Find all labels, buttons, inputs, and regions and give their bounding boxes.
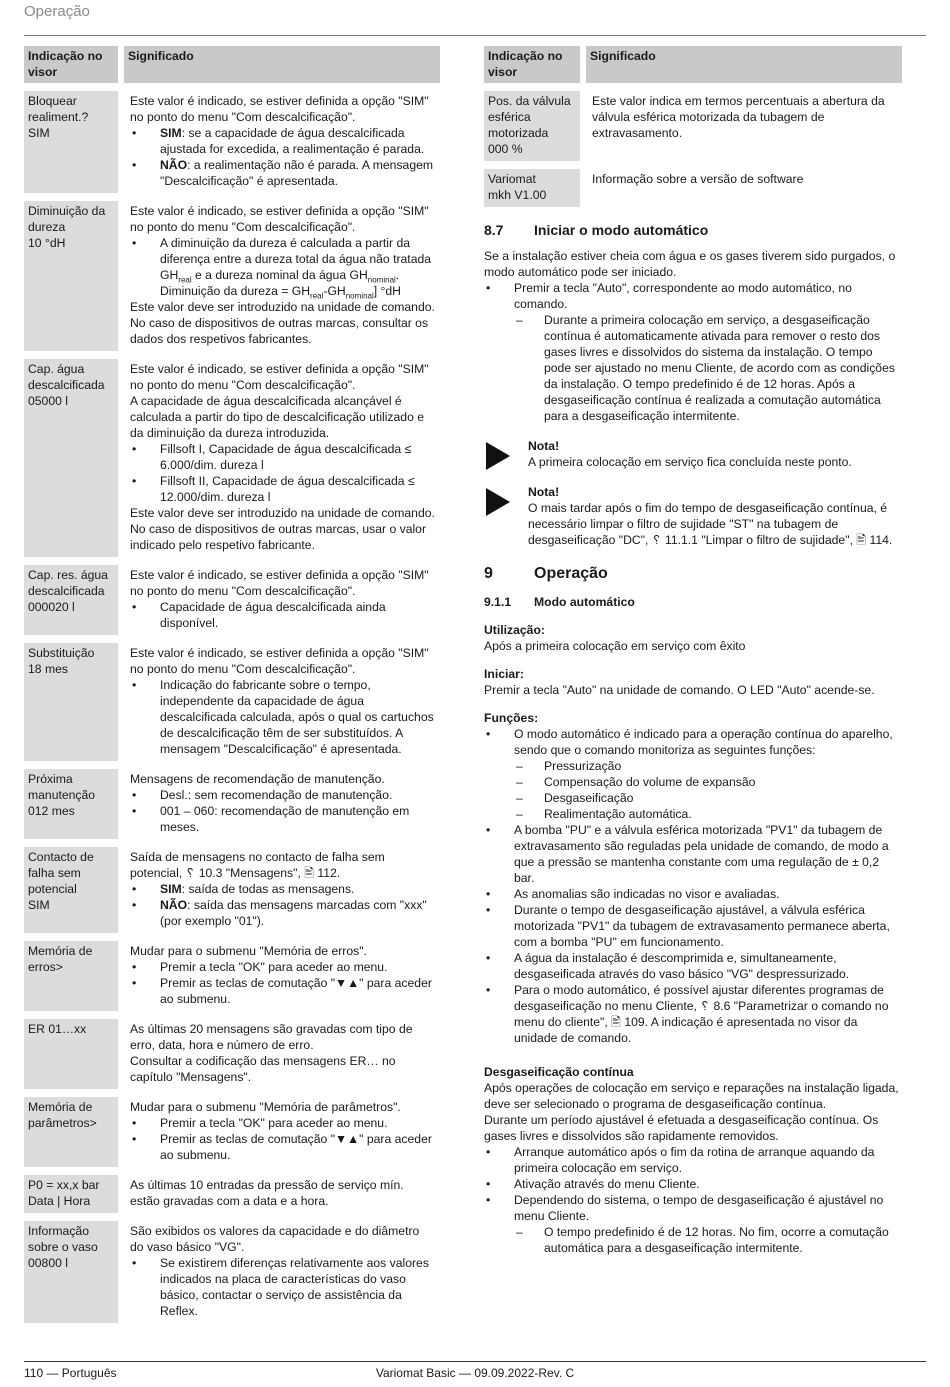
display-indication: [24, 201, 118, 351]
display-indication: [24, 1175, 118, 1213]
table-row: [24, 565, 440, 635]
list-item-text: : a realimentação não é parada. A mensagem "Descalcificação" é apresentada.: [160, 158, 434, 188]
subsection-number: 9.1.1: [484, 595, 512, 609]
list-item: [130, 157, 436, 189]
meaning-text: Mensagens de recomendação de manutenção.: [130, 772, 385, 786]
meaning-text: A capacidade de água descalcificada alcançável é calculada a partir do tipo de descalcificação utilizado e da diminuição da dureza introduzida.: [130, 394, 425, 440]
column-header-display: Indicação no visor: [24, 46, 118, 83]
indication-line: SIM: [28, 126, 50, 140]
meaning-text: Saída de mensagens no contacto de falha sem potencial, ␦ 10.3 "Mensagens", 🖹 112.: [130, 850, 385, 880]
functions-list: [484, 726, 902, 1046]
formula-text: .: [395, 268, 400, 282]
bullet-list: [130, 599, 436, 631]
indication-line: Cap. res. água descalcificada: [28, 568, 108, 598]
list-item-text: Fillsoft II, Capacidade de água descalcificada ≤ 12.000/dim. dureza l: [160, 474, 415, 504]
bullet-list: [130, 959, 436, 1007]
chapter-number: 9: [484, 565, 493, 582]
right-table: [484, 38, 902, 215]
document-title: Variomat Basic — 09.09.2022-Rev. C: [375, 1366, 575, 1380]
list-item-text: Indicação do fabricante sobre o tempo, independente da capacidade de água descalcificada calculada, após o qual os cartuchos de descalcificação têm de ser substituídos. A mensagem "Descalcificação" é apresentada.: [160, 678, 434, 756]
table-row: [484, 91, 902, 161]
meaning-cell: [124, 1175, 440, 1213]
list-item-text: : se a capacidade de água descalcificada ajustada for excedida, a realimentação é parada.: [160, 126, 425, 156]
right-table-header: [484, 46, 902, 83]
subsection-title: Modo automático: [534, 595, 635, 609]
list-item: • Para o modo automático, é possível ajustar diferentes programas de desgaseificação no menu Cliente, ␦ 8.6 "Parametrizar o comando no menu do cliente", 🖹 109. A indicação é apresentada no visor da unidade de comando.: [484, 982, 902, 1046]
display-indication: [24, 643, 118, 761]
meaning-cell: [124, 359, 440, 557]
list-item: [130, 959, 436, 975]
display-indication: [24, 359, 118, 557]
meaning-cell: [124, 91, 440, 193]
bullet-list: [130, 1255, 436, 1319]
list-item: – Realimentação automática.: [514, 806, 902, 822]
left-table-header: [24, 46, 440, 83]
bullet-list: [130, 881, 436, 929]
list-item: – Durante a primeira colocação em serviço, a desgaseificação contínua é automaticamente ativada para remover o resto dos gases livres e dissolvidos do sistema da instalação. O tempo pode ser ajustado no menu Cliente, de acordo com as condições da instalação. O tempo predefinido é de 12 horas. Após a desgaseificação contínua é realizada a comutação automática para a desgaseificação intermitente.: [514, 312, 902, 424]
meaning-text: Mudar para o submenu "Memória de parâmetros".: [130, 1100, 401, 1114]
meaning-cell: [124, 565, 440, 635]
list-item-text: 001 – 060: recomendação de manutenção em meses.: [160, 804, 410, 834]
list-item-text: Desl.: sem recomendação de manutenção.: [160, 788, 393, 802]
table-row: [24, 359, 440, 557]
meaning-cell: Este valor indica em termos percentuais a abertura da válvula esférica motorizada da tubagem de extravasamento.: [592, 94, 885, 140]
indication-line: Memória de parâmetros>: [28, 1100, 97, 1130]
list-item: [130, 975, 436, 1007]
meaning-cell: Informação sobre a versão de software: [592, 172, 804, 186]
indication-line: 000 %: [488, 142, 523, 156]
formula-text: -GH: [323, 284, 346, 298]
table-row: [24, 201, 440, 351]
option-value: NÃO: [160, 158, 188, 172]
note-box: [484, 438, 902, 470]
meaning-text: Este valor é indicado, se estiver definida a opção "SIM" no ponto do menu "Com descalcificação".: [130, 204, 429, 234]
formula-text: Diminuição da dureza = GH: [160, 284, 311, 298]
indication-line: 000020 l: [28, 600, 75, 614]
table-row: [24, 1175, 440, 1213]
list-item: • Premir a tecla "Auto", correspondente ao modo automático, no comando. – Durante a primeira colocação em serviço, a desgaseificação contínua é automaticamente ativada para remover o resto dos gases livres e dissolvidos do sistema da instalação. O tempo pode ser ajustado no menu Cliente, de acordo com as condições da instalação. O tempo predefinido é de 12 horas. Após a desgaseificação contínua é realizada a comutação automática para a desgaseificação intermitente.: [484, 280, 902, 424]
list-item-text: Premir a tecla "OK" para aceder ao menu.: [160, 1116, 388, 1130]
note-title: Nota!: [528, 439, 560, 453]
meaning-text: Este valor é indicado, se estiver definida a opção "SIM" no ponto do menu "Com descalcificação".: [130, 568, 429, 598]
list-item: • Arranque automático após o fim da rotina de arranque aquando da primeira colocação em serviço.: [484, 1144, 902, 1176]
indication-line: Pos. da válvula esférica motorizada: [488, 94, 571, 140]
display-indication: [24, 1019, 118, 1089]
list-item: – Desgaseificação: [514, 790, 902, 806]
list-item: • A água da instalação é descomprimida e, simultaneamente, desgaseificada através do vaso básico "VG" despressurizado.: [484, 950, 902, 982]
page-number: 110 — Português: [24, 1366, 117, 1380]
list-item: • A bomba "PU" e a válvula esférica motorizada "PV1" da tubagem de extravasamento são reguladas pela unidade de comando, de modo a que a pressão se mantenha constante com uma regulação de ± 0,2 bar.: [484, 822, 902, 886]
indication-line: Contacto de falha sem potencial: [28, 850, 94, 896]
display-indication: [24, 941, 118, 1011]
list-item: [130, 897, 436, 929]
display-indication: [24, 769, 118, 839]
table-row: [24, 769, 440, 839]
list-item: [130, 787, 436, 803]
dash-list: [514, 312, 902, 424]
usage-label: Utilização:: [484, 623, 545, 637]
continuous-list: [484, 1144, 902, 1256]
note-text: A primeira colocação em serviço fica concluída neste ponto.: [528, 455, 852, 469]
display-indication: [24, 91, 118, 193]
display-indication: [24, 1097, 118, 1167]
display-indication: [484, 169, 580, 207]
table-row: [24, 941, 440, 1011]
column-header-meaning: Significado: [586, 46, 902, 83]
list-item: [130, 803, 436, 835]
header-rule: [24, 35, 926, 36]
indication-line: Bloquear realiment.?: [28, 94, 89, 124]
meaning-text: Este valor é indicado, se estiver definida a opção "SIM" no ponto do menu "Com descalcificação".: [130, 94, 429, 124]
note-box: [484, 484, 902, 548]
list-item: [130, 881, 436, 897]
paragraph: Durante um período ajustável é efetuada a desgaseificação contínua. Os gases livres e dissolvidos são rapidamente removidos.: [484, 1113, 879, 1143]
list-item: • Ativação através do menu Cliente.: [484, 1176, 902, 1192]
subsection-heading: [484, 594, 902, 610]
meaning-cell: [124, 1019, 440, 1089]
list-item-text: Se existirem diferenças relativamente aos valores indicados na placa de características do vaso básico, contactar o serviço de assistência da Reflex.: [160, 1256, 429, 1318]
list-item: [130, 599, 436, 631]
meaning-cell: [124, 769, 440, 839]
formula-text: ] °dH: [373, 284, 401, 298]
dash-list: [514, 758, 902, 822]
list-item-text: : saída das mensagens marcadas com "xxx" (por exemplo "01").: [160, 898, 427, 928]
meaning-text: Este valor deve ser introduzido na unidade de comando. No caso de dispositivos de outras marcas, consultar os dados dos respetivos fabricantes.: [130, 300, 435, 346]
table-row: [24, 847, 440, 933]
meaning-cell: [124, 643, 440, 761]
list-item: – Pressurização: [514, 758, 902, 774]
list-item: [130, 1115, 436, 1131]
list-item: [130, 235, 436, 299]
indication-line: 00800 l: [28, 1256, 68, 1270]
meaning-cell: [124, 847, 440, 933]
indication-line: P0 = xx,x bar: [28, 1178, 100, 1192]
section-8-7: [484, 222, 902, 1256]
indication-line: SIM: [28, 898, 50, 912]
section-heading: [484, 222, 902, 238]
bullet-list: [130, 235, 436, 299]
bullet-list: [130, 677, 436, 757]
list-item: [130, 1255, 436, 1319]
indication-line: Cap. água descalcificada: [28, 362, 105, 392]
note-title: Nota!: [528, 485, 560, 499]
list-item: [130, 1131, 436, 1163]
bullet-list: [130, 1115, 436, 1163]
section-intro: Se a instalação estiver cheia com água e os gases tiverem sido purgados, o modo automático pode ser iniciado.: [484, 249, 896, 279]
meaning-cell: [124, 1221, 440, 1323]
list-item-text: : saída de todas as mensagens.: [181, 882, 355, 896]
list-item-text: Premir as teclas de comutação "▼▲" para aceder ao submenu.: [160, 976, 432, 1006]
meaning-text: Este valor é indicado, se estiver definida a opção "SIM" no ponto do menu "Com descalcificação".: [130, 362, 429, 392]
list-item: • Dependendo do sistema, o tempo de desgaseificação é ajustável no menu Cliente. – O tempo predefinido é de 12 horas. No fim, ocorre a comutação automática para a desgaseificação intermitente.: [484, 1192, 902, 1256]
list-item-text: Premir as teclas de comutação "▼▲" para aceder ao submenu.: [160, 1132, 432, 1162]
indication-line: Variomat: [488, 172, 536, 186]
bullet-list: [130, 441, 436, 505]
list-item-text: Capacidade de água descalcificada ainda disponível.: [160, 600, 386, 630]
note-arrow-icon: [486, 442, 510, 470]
functions-label: Funções:: [484, 711, 539, 725]
list-item: [130, 441, 436, 473]
column-header-display: Indicação no visor: [484, 46, 580, 83]
note-arrow-icon: [486, 488, 510, 516]
meaning-text: Mudar para o submenu "Memória de erros".: [130, 944, 367, 958]
list-item: [130, 125, 436, 157]
list-item: • As anomalias são indicadas no visor e avaliadas.: [484, 886, 902, 902]
subscript-text: real: [310, 291, 324, 301]
chapter-title: Operação: [534, 565, 608, 582]
formula-text: A diminuição da dureza é calculada a partir da diferença entre a dureza total da água não tratada GH: [160, 236, 432, 282]
subscript-text: nominal: [367, 275, 396, 285]
indication-line: Informação sobre o vaso: [28, 1224, 98, 1254]
meaning-text: Este valor é indicado, se estiver definida a opção "SIM" no ponto do menu "Com descalcificação".: [130, 646, 429, 676]
list-item: [130, 677, 436, 757]
subscript-text: real: [178, 275, 192, 285]
formula-text: e a dureza nominal da água GH: [191, 268, 368, 282]
list-item-text: Fillsoft I, Capacidade de água descalcificada ≤ 6.000/dim. dureza l: [160, 442, 412, 472]
section-title: Iniciar o modo automático: [534, 222, 709, 238]
list-item: [130, 473, 436, 505]
table-row: [484, 169, 902, 207]
indication-line: Data | Hora: [28, 1194, 91, 1208]
dash-list: [514, 1224, 902, 1256]
meaning-cell: [124, 201, 440, 351]
left-table: [24, 38, 440, 1331]
footer-rule: [24, 1361, 926, 1362]
display-indication: [24, 1221, 118, 1323]
usage-text: Após a primeira colocação em serviço com êxito: [484, 639, 746, 653]
list-item: – O tempo predefinido é de 12 horas. No fim, ocorre a comutação automática para a desgaseificação intermitente.: [514, 1224, 902, 1256]
table-row: [24, 1019, 440, 1089]
indication-line: mkh V1.00: [488, 188, 547, 202]
subscript-text: nominal: [345, 291, 374, 301]
table-row: [24, 643, 440, 761]
chapter-heading: [484, 566, 902, 582]
continuous-degassing-label: Desgaseificação contínua: [484, 1065, 634, 1079]
indication-line: Memória de erros>: [28, 944, 93, 974]
list-item: • Durante o tempo de desgaseificação ajustável, a válvula esférica motorizada "PV1" da tubagem de extravasamento permanece aberta, com a bomba "PU" em funcionamento.: [484, 902, 902, 950]
meaning-text: As últimas 20 mensagens são gravadas com tipo de erro, data, hora e número de erro.: [130, 1022, 413, 1052]
bullet-list: [130, 787, 436, 835]
start-text: Premir a tecla "Auto" na unidade de comando. O LED "Auto" acende-se.: [484, 683, 875, 697]
display-indication: [24, 565, 118, 635]
indication-line: Substituição: [28, 646, 95, 660]
meaning-text: Este valor deve ser introduzido na unidade de comando. No caso de dispositivos de outras marcas, usar o valor indicado pelo respetivo fabricante.: [130, 506, 435, 552]
list-item: – Compensação do volume de expansão: [514, 774, 902, 790]
meaning-cell: [124, 1097, 440, 1167]
indication-line: 012 mes: [28, 804, 75, 818]
note-text: O mais tardar após o fim do tempo de desgaseificação contínua, é necessário limpar o filtro de sujidade "ST" na tubagem de desgaseificação "DC", ␦ 11.1.1 "Limpar o filtro de sujidade", 🖹 114.: [528, 501, 893, 547]
paragraph: Após operações de colocação em serviço e reparações na instalação ligada, deve ser selecionado o programa de desgaseificação contínua.: [484, 1081, 899, 1111]
bullet-list: [484, 280, 902, 424]
indication-line: Próxima manutenção: [28, 772, 96, 802]
table-row: [24, 1221, 440, 1323]
indication-line: 18 mes: [28, 662, 68, 676]
table-row: [24, 91, 440, 193]
indication-line: Diminuição da dureza: [28, 204, 106, 234]
meaning-text: Consultar a codificação das mensagens ER… no capítulo "Mensagens".: [130, 1054, 396, 1084]
display-indication: [24, 847, 118, 933]
column-header-meaning: Significado: [124, 46, 440, 83]
indication-line: ER 01…xx: [28, 1022, 87, 1036]
list-item-text: Premir a tecla "OK" para aceder ao menu.: [160, 960, 388, 974]
list-item: • O modo automático é indicado para a operação contínua do aparelho, sendo que o comando monitoriza as seguintes funções: – Pressurização – Compensação do volume de expansão – Desgaseificação – Realimentação automática.: [484, 726, 902, 822]
meaning-text: As últimas 10 entradas da pressão de serviço mín. estão gravadas com a data e a hora.: [130, 1178, 404, 1208]
bullet-list: [130, 125, 436, 189]
option-value: NÃO: [160, 898, 188, 912]
table-row: [24, 1097, 440, 1167]
section-number: 8.7: [484, 222, 504, 238]
option-value: SIM: [160, 882, 182, 896]
display-indication: [484, 91, 580, 161]
start-label: Iniciar:: [484, 667, 524, 681]
indication-line: 10 °dH: [28, 236, 66, 250]
option-value: SIM: [160, 126, 182, 140]
page-header: Operação: [24, 3, 90, 20]
meaning-text: São exibidos os valores da capacidade e do diâmetro do vaso básico "VG".: [130, 1224, 420, 1254]
indication-line: 05000 l: [28, 394, 68, 408]
meaning-cell: [124, 941, 440, 1011]
